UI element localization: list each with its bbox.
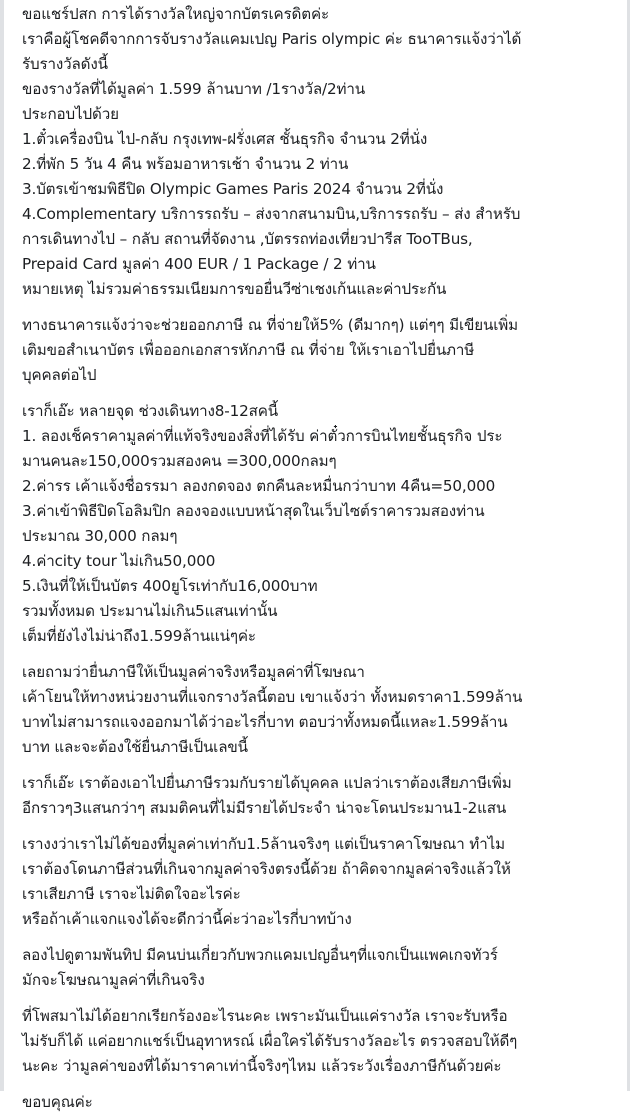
paragraph-bank-tax [22, 313, 613, 388]
paragraph-pantip-note [22, 943, 613, 993]
cost-item-3-cont: ประมาณ 30,000 กลมๆ [22, 527, 178, 545]
paragraph-prize-details [22, 2, 613, 302]
post-text-line: เติมขอสำเนาบัตร เพื่อออกเอกสารหักภาษี ณ ที่จ่าย ให้เราเอาไปยื่นภาษี [22, 341, 475, 359]
post-text-line: บาทไม่สามารถแจงออกมาได้ว่าอะไรกี่บาท ตอบว่าทั้งหมดนี้แหละ1.599ล้าน [22, 713, 508, 731]
post-text-line: ลองไปดูตามพันทิป มีคนบ่นเกี่ยวกับพวกแคมเปญอื่นๆที่แจกเป็นแพคเกจทัวร์ [22, 946, 498, 964]
post-text-line: เราก็เอ๊ะ เราต้องเอาไปยื่นภาษีรวมกับรายได้บุคคล แปลว่าเราต้องเสียภาษีเพิ่ม [22, 774, 512, 792]
prize-item-3: 3.บัตรเข้าชมพิธีปิด Olympic Games Paris 2024 จำนวน 2ที่นั่ง [22, 180, 444, 198]
paragraph-concern [22, 832, 613, 932]
post-text-line: เค้าโยนให้ทางหน่วยงานที่แจกรางวัลนี้ตอบ เขาแจ้งว่า ทั้งหมดราคา1.599ล้าน [22, 688, 523, 706]
post-text-line: เรางงว่าเราไม่ได้ของที่มูลค่าเท่ากับ1.5ล้านจริงๆ แต่เป็นราคาโฆษณา ทำไม [22, 835, 506, 853]
post-text-line: เลยถามว่ายื่นภาษีให้เป็นมูลค่าจริงหรือมูลค่าที่โฆษณา [22, 663, 365, 681]
prize-note-line: หมายเหตุ ไม่รวมค่าธรรมเนียมการขอยื่นวีซ่าเชงเก้นและค่าประกัน [22, 280, 447, 298]
post-text-line: นะคะ ว่ามูลค่าของที่ได้มาราคาเท่านี้จริงๆไหม แล้วระวังเรื่องภาษีกันด้วยค่ะ [22, 1057, 502, 1075]
post-text-line: อีกราวๆ3แสนกว่าๆ สมมติคนที่ไม่มีรายได้ประจำ น่าจะโดนประมาน1-2แสน [22, 799, 507, 817]
post-text-line: เราคือผู้โชคดีจากการจับรางวัลแคมเปญ Paris olympic ค่ะ ธนาคารแจ้งว่าได้ [22, 30, 522, 48]
prize-value-line: ของรางวัลที่ได้มูลค่า 1.599 ล้านบาท /1รางวัล/2ท่าน [22, 80, 365, 98]
cost-total-line: รวมทั้งหมด ประมานไม่เกิน5แสนเท่านั้น [22, 602, 278, 620]
post-text-line: ไม่รับก็ได้ แค่อยากแชร์เป็นอุทาหรณ์ เผื่อใครได้รับรางวัลอะไร ตรวจสอบให้ดีๆ [22, 1032, 518, 1050]
prize-item-4-cont: Prepaid Card มูลค่า 400 EUR / 1 Package / 2 ท่าน [22, 255, 376, 273]
paragraph-thanks [22, 1090, 613, 1115]
cost-item-1-cont: มานคนละ150,000รวมสองคน =300,000กลมๆ [22, 452, 337, 470]
prize-item-4: 4.Complementary บริการรถรับ – ส่งจากสนามบิน,บริการรถรับ – ส่ง สำหรับ [22, 205, 521, 223]
post-text-line: บาท และจะต้องใช้ยื่นภาษีเป็นเลขนี้ [22, 738, 248, 756]
paragraph-tax-question [22, 660, 613, 760]
paragraph-closing-advice [22, 1004, 613, 1079]
post-text-line: ประกอบไปด้วย [22, 105, 119, 123]
post-text-line: เราเสียภาษี เราจะไม่ติดใจอะไรค่ะ [22, 885, 241, 903]
post-text-line: เราต้องโดนภาษีส่วนที่เกินจากมูลค่าจริงตรงนี้ด้วย ถ้าคิดจากมูลค่าจริงแล้วให้ [22, 860, 511, 878]
paragraph-tax-impact [22, 771, 613, 821]
cost-item-1: 1. ลองเช็คราคามูลค่าที่แท้จริงของสิ่งที่ได้รับ ค่าตั๋วการบินไทยชั้นธุรกิจ ประ [22, 427, 503, 445]
post-text-line: มักจะโฆษณามูลค่าที่เกินจริง [22, 971, 205, 989]
prize-item-1: 1.ตั๋วเครื่องบิน ไป-กลับ กรุงเทพ-ฝรั่งเศส ชั้นธุรกิจ จำนวน 2ที่นั่ง [22, 130, 428, 148]
cost-item-3: 3.ค่าเข้าพิธีปิดโอลิมปิก ลองจองแบบหน้าสุดในเว็บไซต์ราคารวมสองท่าน [22, 502, 485, 520]
post-text-line: เต็มที่ยังไงไม่น่าถึง1.599ล้านแน่ๆค่ะ [22, 627, 256, 645]
post-intro-line: ขอแชร์ปสก การได้รางวัลใหญ่จากบัตรเครดิตค่ะ [22, 5, 329, 23]
thanks-line: ขอบคุณค่ะ [22, 1093, 93, 1111]
prize-item-2: 2.ที่พัก 5 วัน 4 คืน พร้อมอาหารเช้า จำนวน 2 ท่าน [22, 155, 349, 173]
post-text-line: รับรางวัลดังนี้ [22, 55, 108, 73]
cost-item-5: 5.เงินที่ให้เป็นบัตร 400ยูโรเท่ากับ16,000บาท [22, 577, 318, 595]
post-text-line: หรือถ้าเค้าแจกแจงได้จะดีกว่านี้ค่ะว่าอะไรกี่บาทบ้าง [22, 910, 352, 928]
post-text-line: บุคคลต่อไป [22, 366, 97, 384]
paragraph-cost-breakdown [22, 399, 613, 649]
cost-item-2: 2.ค่ารร เค้าแจ้งชื่อรรมา ลองกดจอง ตกคืนละหมื่นกว่าบาท 4คืน=50,000 [22, 477, 496, 495]
post-text-line: เราก็เอ๊ะ หลายจุด ช่วงเดินทาง8-12สคนี้ [22, 402, 278, 420]
post-text-line: ทางธนาคารแจ้งว่าจะช่วยออกภาษี ณ ที่จ่ายให้5% (ดีมากๆ) แต่ๆๆ มีเขียนเพิ่ม [22, 316, 518, 334]
cost-item-4: 4.ค่าcity tour ไม่เกิน50,000 [22, 552, 216, 570]
post-text-line: ที่โพสมาไม่ได้อยากเรียกร้องอะไรนะคะ เพราะมันเป็นแค่รางวัล เราจะรับหรือ [22, 1007, 508, 1025]
prize-item-4-cont: การเดินทางไป – กลับ สถานที่จัดงาน ,บัตรรถท่องเที่ยวปารีส TooTBus, [22, 230, 473, 248]
